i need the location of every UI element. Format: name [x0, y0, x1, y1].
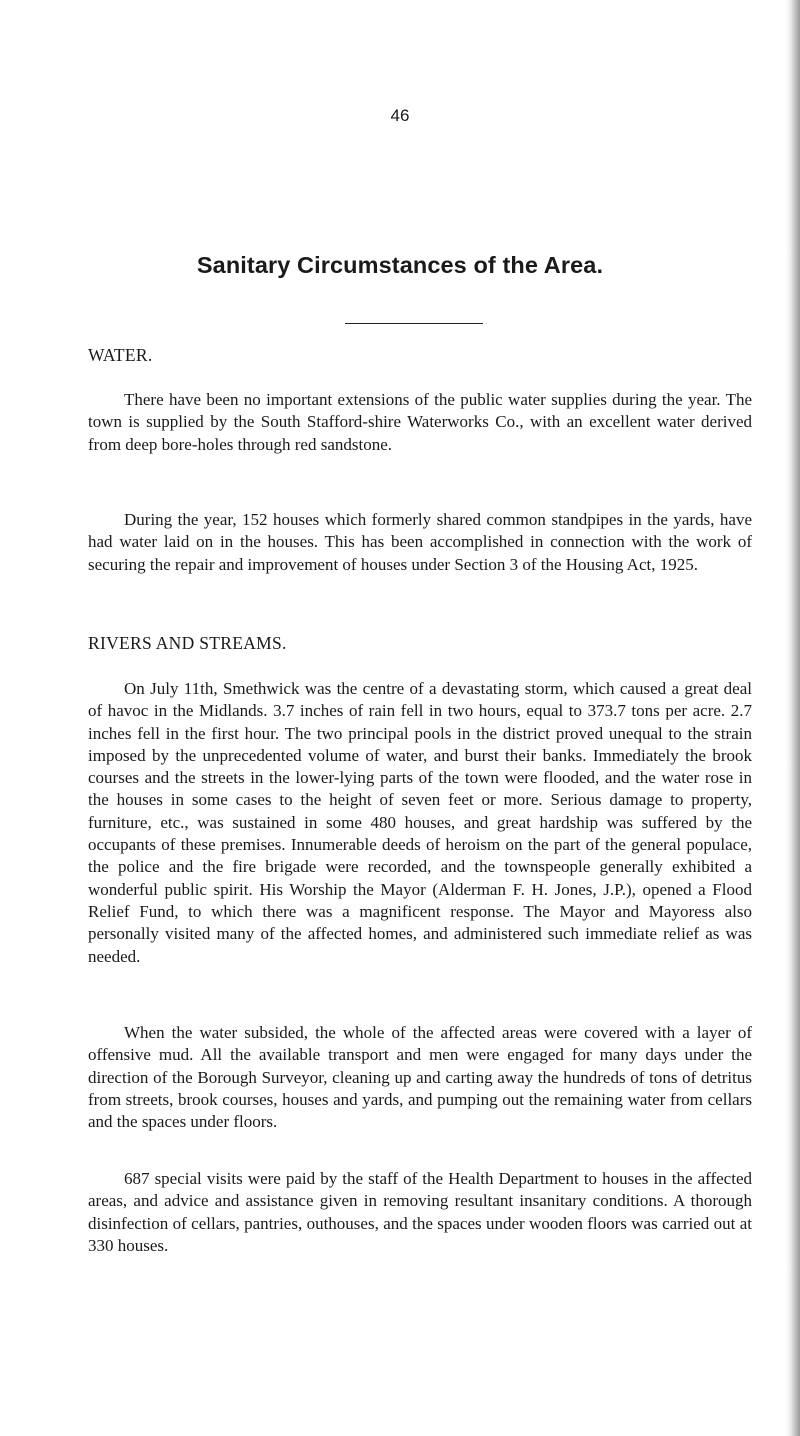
page-edge-shadow [786, 0, 800, 1436]
paragraph-storm: On July 11th, Smethwick was the centre of a devastating storm, which caused a great deal of havoc in the Midlands. 3.7 inches of rain fell in two hours, equal to 373.7 tons per acre. 2.7 inches fell in the first hour. The two principal pools in the district proved unequal to the strain imposed by the unprecedented volume of water, and burst their banks. Immediately the brook courses and the streets in the lower-lying parts of the town were flooded, and the water rose in the houses in some cases to the height of seven feet or more. Serious damage to property, furniture, etc., was sustained in some 480 houses, and great hardship was suffered by the occupants of these premises. Innumerable deeds of heroism on the part of the general populace, the police and the fire brigade were recorded, and the townspeople generally exhibited a wonderful public spirit. His Worship the Mayor (Alderman F. H. Jones, J.P.), opened a Flood Relief Fund, to which there was a magnificent response. The Mayor and Mayoress also personally visited many of the affected homes, and administered such immediate relief as was needed. [88, 679, 752, 966]
paragraph-special-visits: 687 special visits were paid by the staff of the Health Department to houses in the affected areas, and advice and assistance given in removing resultant insanitary conditions. A thorough disinfection of cellars, pantries, outhouses, and the spaces under wooden floors was carried out at 330 houses. [88, 1169, 752, 1255]
section-heading-water: WATER. [88, 345, 153, 365]
paragraph-water-supply: There have been no important extensions of the public water supplies during the year. The town is supplied by the South Stafford-shire Waterworks Co., with an excellent water derived from deep bore-holes through red sandstone. [88, 390, 752, 454]
paragraph-water-subsided: When the water subsided, the whole of the affected areas were covered with a layer of offensive mud. All the available transport and men were engaged for many days under the direction of the Borough Surveyor, cleaning up and carting away the hundreds of tons of detritus from streets, brook courses, houses and yards, and pumping out the remaining water from cellars and the spaces under floors. [88, 1023, 752, 1132]
paragraph-standpipes: During the year, 152 houses which formerly shared common standpipes in the yards, have had water laid on in the houses. This has been accomplished in connection with the work of securing the repair and improvement of houses under Section 3 of the Housing Act, 1925. [88, 510, 752, 574]
page-number: 46 [390, 106, 410, 125]
title-divider [345, 323, 483, 324]
page-title: Sanitary Circumstances of the Area. [196, 252, 604, 278]
section-heading-rivers-and-streams: RIVERS AND STREAMS. [88, 633, 287, 653]
